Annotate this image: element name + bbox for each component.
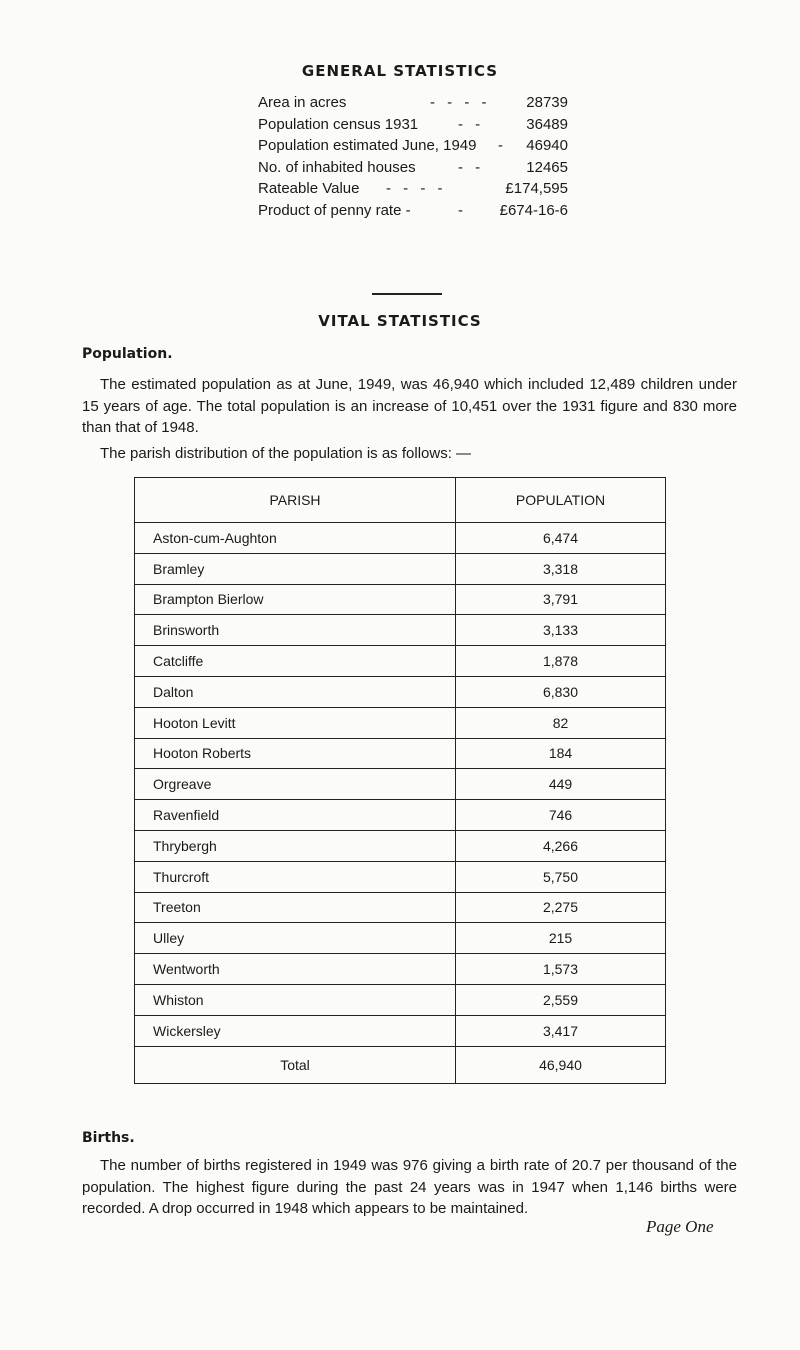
stat-value: £674-16-6 <box>499 201 568 219</box>
stat-row-penny-rate <box>258 200 568 222</box>
stat-leader: - - - - <box>386 180 447 197</box>
stat-label: Area in acres <box>258 94 347 111</box>
table-row <box>135 1015 666 1046</box>
parish-population: 1,878 <box>456 646 666 677</box>
parish-intro-paragraph: The parish distribution of the population is as follows: — <box>100 445 472 462</box>
table-row <box>135 707 666 738</box>
table-header-row <box>135 478 666 523</box>
page-number: Page One <box>646 1217 714 1236</box>
table-row <box>135 646 666 677</box>
table-row <box>135 923 666 954</box>
stat-row-inhabited-houses <box>258 157 568 179</box>
stat-label: Population census 1931 <box>258 115 419 133</box>
parish-name: Orgreave <box>135 769 456 800</box>
stat-label: Product of penny rate - <box>258 201 411 219</box>
parish-name: Treeton <box>135 892 456 923</box>
stat-value: £174,595 <box>505 180 568 197</box>
parish-name: Brinsworth <box>135 615 456 646</box>
parish-name: Thurcroft <box>135 861 456 892</box>
general-statistics-list <box>258 92 568 221</box>
parish-name: Hooton Levitt <box>135 707 456 738</box>
stat-leader: - - <box>458 158 485 176</box>
table-row <box>135 769 666 800</box>
population-paragraph: The estimated population as at June, 1949, was 46,940 which included 12,489 children under 15 years of age. The total population is an increase of 10,451 over the 1931 figure and 830 more than that of 1948. <box>82 376 737 436</box>
general-statistics-heading: GENERAL STATISTICS <box>301 62 499 80</box>
table-row <box>135 892 666 923</box>
parish-name: Brampton Bierlow <box>135 584 456 615</box>
stat-row-rateable-value <box>258 178 568 200</box>
parish-name: Thrybergh <box>135 830 456 861</box>
parish-population: 449 <box>456 769 666 800</box>
stat-leader: - - - - <box>430 94 491 111</box>
stat-row-census-1931 <box>258 114 568 136</box>
column-header-population: POPULATION <box>456 478 666 523</box>
section-divider <box>372 293 442 295</box>
parish-population: 2,559 <box>456 984 666 1015</box>
stat-label: No. of inhabited houses <box>258 158 416 176</box>
parish-population-table <box>134 477 666 1084</box>
parish-name: Hooton Roberts <box>135 738 456 769</box>
stat-leader: - <box>458 201 467 219</box>
stat-value: 12465 <box>526 158 568 176</box>
stat-row-area <box>258 92 568 114</box>
parish-population: 82 <box>456 707 666 738</box>
table-row <box>135 676 666 707</box>
parish-name: Wickersley <box>135 1015 456 1046</box>
table-total-row <box>135 1046 666 1083</box>
parish-population: 6,830 <box>456 676 666 707</box>
total-population: 46,940 <box>456 1046 666 1083</box>
table-row <box>135 553 666 584</box>
stat-leader: - - <box>458 115 485 133</box>
parish-name: Ravenfield <box>135 800 456 831</box>
parish-population: 184 <box>456 738 666 769</box>
parish-population: 746 <box>456 800 666 831</box>
parish-population: 3,417 <box>456 1015 666 1046</box>
parish-population: 3,133 <box>456 615 666 646</box>
parish-population: 3,791 <box>456 584 666 615</box>
table-row <box>135 738 666 769</box>
parish-population: 215 <box>456 923 666 954</box>
stat-value: 46940 <box>526 137 568 154</box>
parish-population: 4,266 <box>456 830 666 861</box>
births-heading: Births. <box>82 1130 135 1146</box>
table-row <box>135 615 666 646</box>
parish-population: 5,750 <box>456 861 666 892</box>
stat-value: 36489 <box>526 115 568 133</box>
stat-row-population-estimated <box>258 135 568 157</box>
parish-population: 6,474 <box>456 523 666 554</box>
stat-label: Population estimated June, 1949 <box>258 137 477 154</box>
population-heading: Population. <box>82 346 173 362</box>
stat-value: 28739 <box>526 94 568 111</box>
table-row <box>135 800 666 831</box>
parish-name: Dalton <box>135 676 456 707</box>
stat-leader: - <box>498 137 507 154</box>
table-row <box>135 984 666 1015</box>
table-row <box>135 861 666 892</box>
vital-statistics-heading: VITAL STATISTICS <box>318 312 482 330</box>
parish-population: 2,275 <box>456 892 666 923</box>
parish-population: 3,318 <box>456 553 666 584</box>
total-label: Total <box>135 1046 456 1083</box>
parish-population: 1,573 <box>456 954 666 985</box>
parish-name: Aston-cum-Aughton <box>135 523 456 554</box>
column-header-parish: PARISH <box>135 478 456 523</box>
table-row <box>135 523 666 554</box>
table-row <box>135 830 666 861</box>
parish-name: Catcliffe <box>135 646 456 677</box>
stat-label: Rateable Value <box>258 180 360 197</box>
parish-name: Ulley <box>135 923 456 954</box>
table-row <box>135 954 666 985</box>
parish-name: Wentworth <box>135 954 456 985</box>
table-row <box>135 584 666 615</box>
parish-name: Bramley <box>135 553 456 584</box>
births-paragraph: The number of births registered in 1949 was 976 giving a birth rate of 20.7 per thousand of the population. The highest figure during the past 24 years was in 1947 when 1,146 births were recorded. A drop occurred in 1948 which appears to be maintained. <box>82 1157 737 1217</box>
parish-name: Whiston <box>135 984 456 1015</box>
